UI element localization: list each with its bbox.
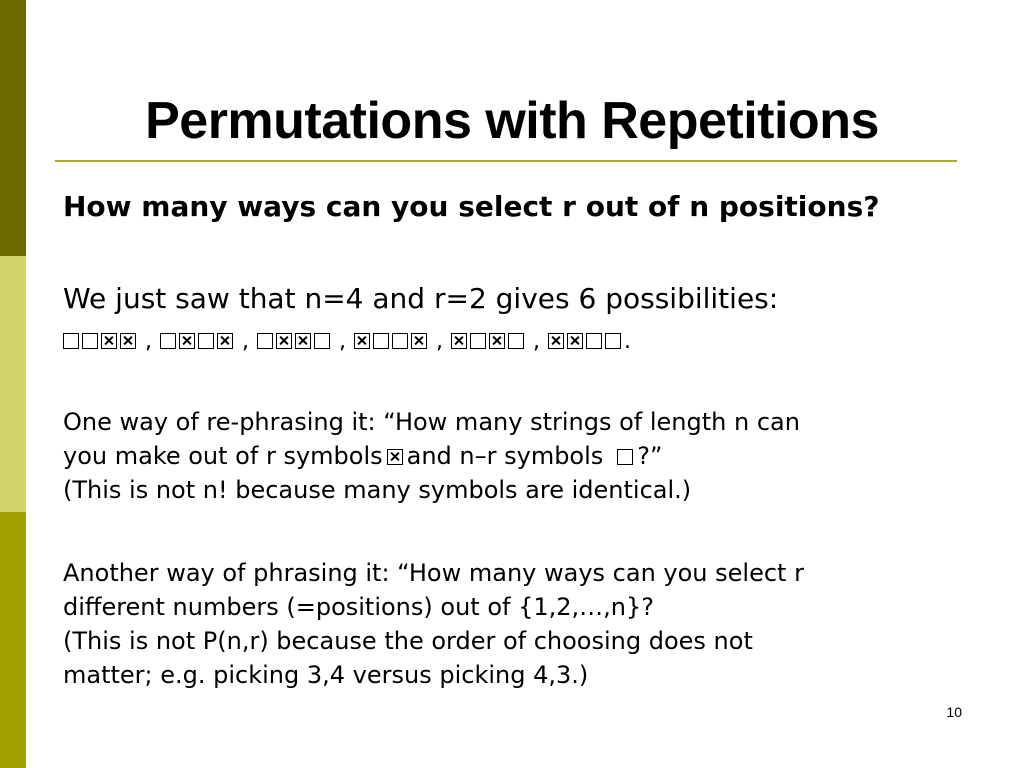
- possibility-pattern: [63, 329, 139, 354]
- checked-box-icon: [451, 333, 467, 349]
- another-phrasing-line-1: Another way of phrasing it: “How many ways can you select r: [63, 559, 804, 587]
- another-phrasing-line-4: matter; e.g. picking 3,4 versus picking 4,3.): [63, 661, 589, 689]
- checked-box-icon: [120, 333, 136, 349]
- possibility-pattern: [257, 329, 333, 354]
- empty-box-icon: [392, 333, 408, 349]
- rephrasing-line-2-start: you make out of r symbols: [63, 442, 383, 470]
- checked-box-icon: [101, 333, 117, 349]
- empty-box-icon: [508, 333, 524, 349]
- checked-box-icon: [411, 333, 427, 349]
- checked-box-icon: [295, 333, 311, 349]
- possibility-pattern: [354, 329, 430, 354]
- checked-box-icon: [217, 333, 233, 349]
- sidebar-band-middle: [0, 256, 26, 512]
- empty-box-icon: [373, 333, 389, 349]
- empty-box-icon: [470, 333, 486, 349]
- empty-box-icon: [160, 333, 176, 349]
- empty-box-icon: [63, 333, 79, 349]
- checked-box-icon: [354, 333, 370, 349]
- rephrasing-line-3: (This is not n! because many symbols are identical.): [63, 476, 692, 504]
- slide-title: Permutations with Repetitions: [145, 92, 879, 150]
- possibility-pattern: [451, 329, 527, 354]
- lead-sentence: We just saw that n=4 and r=2 gives 6 possibilities:: [63, 282, 779, 315]
- another-phrasing-paragraph: [63, 556, 963, 692]
- question-heading: How many ways can you select r out of n positions?: [63, 190, 880, 223]
- empty-box-icon: [314, 333, 330, 349]
- rephrasing-line-2: [63, 439, 963, 473]
- empty-box-icon: [257, 333, 273, 349]
- empty-box-icon: [586, 333, 602, 349]
- checked-box-icon: [489, 333, 505, 349]
- rephrasing-line-1: One way of re-phrasing it: “How many strings of length n can: [63, 408, 800, 436]
- empty-box-icon: [605, 333, 621, 349]
- another-phrasing-line-2: different numbers (=positions) out of {1,2,…,n}?: [63, 593, 654, 621]
- title-divider: [55, 160, 957, 162]
- possibility-separator: ,: [339, 329, 346, 354]
- possibility-separator: ,: [242, 329, 249, 354]
- possibility-end: .: [624, 329, 631, 354]
- checked-box-icon: [179, 333, 195, 349]
- possibilities-list: [63, 326, 963, 358]
- another-phrasing-line-3: (This is not P(n,r) because the order of choosing does not: [63, 627, 753, 655]
- checked-box-icon: [276, 333, 292, 349]
- empty-box-icon: [617, 449, 633, 465]
- possibility-separator: ,: [436, 329, 443, 354]
- possibility-separator: ,: [145, 329, 152, 354]
- checked-box-icon: [387, 449, 403, 465]
- possibility-pattern: [548, 329, 624, 354]
- possibility-separator: ,: [533, 329, 540, 354]
- rephrasing-paragraph: [63, 405, 963, 507]
- empty-box-icon: [198, 333, 214, 349]
- checked-box-icon: [548, 333, 564, 349]
- rephrasing-line-2-end: ?”: [637, 442, 663, 470]
- possibility-pattern: [160, 329, 236, 354]
- rephrasing-line-2-middle: and n–r symbols: [406, 442, 604, 470]
- page-number: 10: [946, 704, 962, 720]
- sidebar-band-bottom: [0, 512, 26, 768]
- empty-box-icon: [82, 333, 98, 349]
- checked-box-icon: [567, 333, 583, 349]
